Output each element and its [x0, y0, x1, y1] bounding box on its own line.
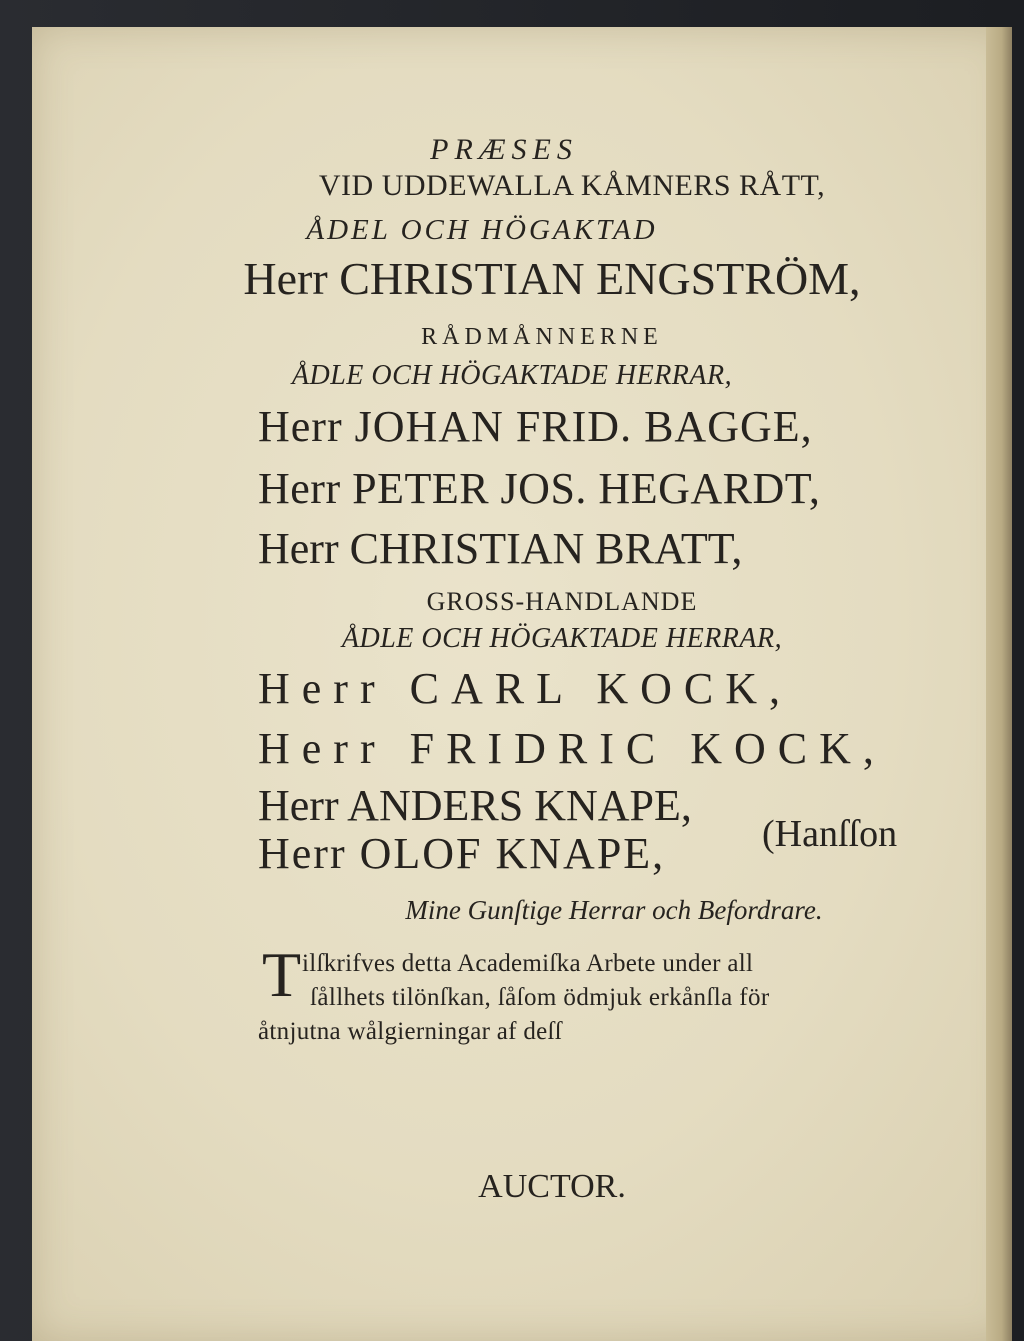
book-gutter: [986, 27, 1012, 1341]
merchants-honorific: ÅDLE OCH HÖGAKTADE HERRAR,: [341, 623, 783, 654]
praeses-heading: PRÆSES: [430, 133, 578, 166]
court-line: VID UDDEWALLA KÅMNERS RÅTT,: [318, 169, 826, 202]
councilmen-honorific: ÅDLE OCH HÖGAKTADE HERRAR,: [291, 360, 733, 391]
header-honorific: ÅDEL OCH HÖGAKTAD: [306, 214, 658, 246]
document-page: [32, 27, 1012, 1341]
signature-auctor: AUCTOR.: [478, 1168, 626, 1205]
merchant-carl-kock: Herr CARL KOCK,: [258, 664, 792, 713]
dedication-line-1: ilſkrifves detta Academiſka Arbete under all: [302, 950, 754, 977]
merchant-fridric-kock: Herr FRIDRIC KOCK,: [258, 724, 886, 773]
merchants-heading: GROSS-HANDLANDE: [426, 587, 698, 616]
hansson-aside: (Hanſſon: [762, 813, 898, 855]
councilman-bagge: Herr JOHAN FRID. BAGGE,: [258, 402, 813, 451]
patrons-line: Mine Gunſtige Herrar och Befordrare.: [405, 895, 823, 925]
drop-cap: T: [262, 939, 302, 1010]
councilmen-heading: RÅDMÅNNERNE: [421, 324, 663, 350]
merchant-olof-knape: Herr OLOF KNAPE,: [258, 829, 666, 878]
merchant-anders-knape: Herr ANDERS KNAPE,: [258, 781, 692, 830]
councilman-hegardt: Herr PETER JOS. HEGARDT,: [258, 464, 821, 513]
councilman-bratt: Herr CHRISTIAN BRATT,: [258, 524, 743, 573]
dedication-line-2: ſållhets tilönſkan, ſåſom ödmjuk erkånſla för: [310, 984, 770, 1011]
president-name: Herr CHRISTIAN ENGSTRÖM,: [243, 253, 861, 304]
dedication-line-3: åtnjutna wålgierningar af deſſ: [258, 1018, 563, 1045]
